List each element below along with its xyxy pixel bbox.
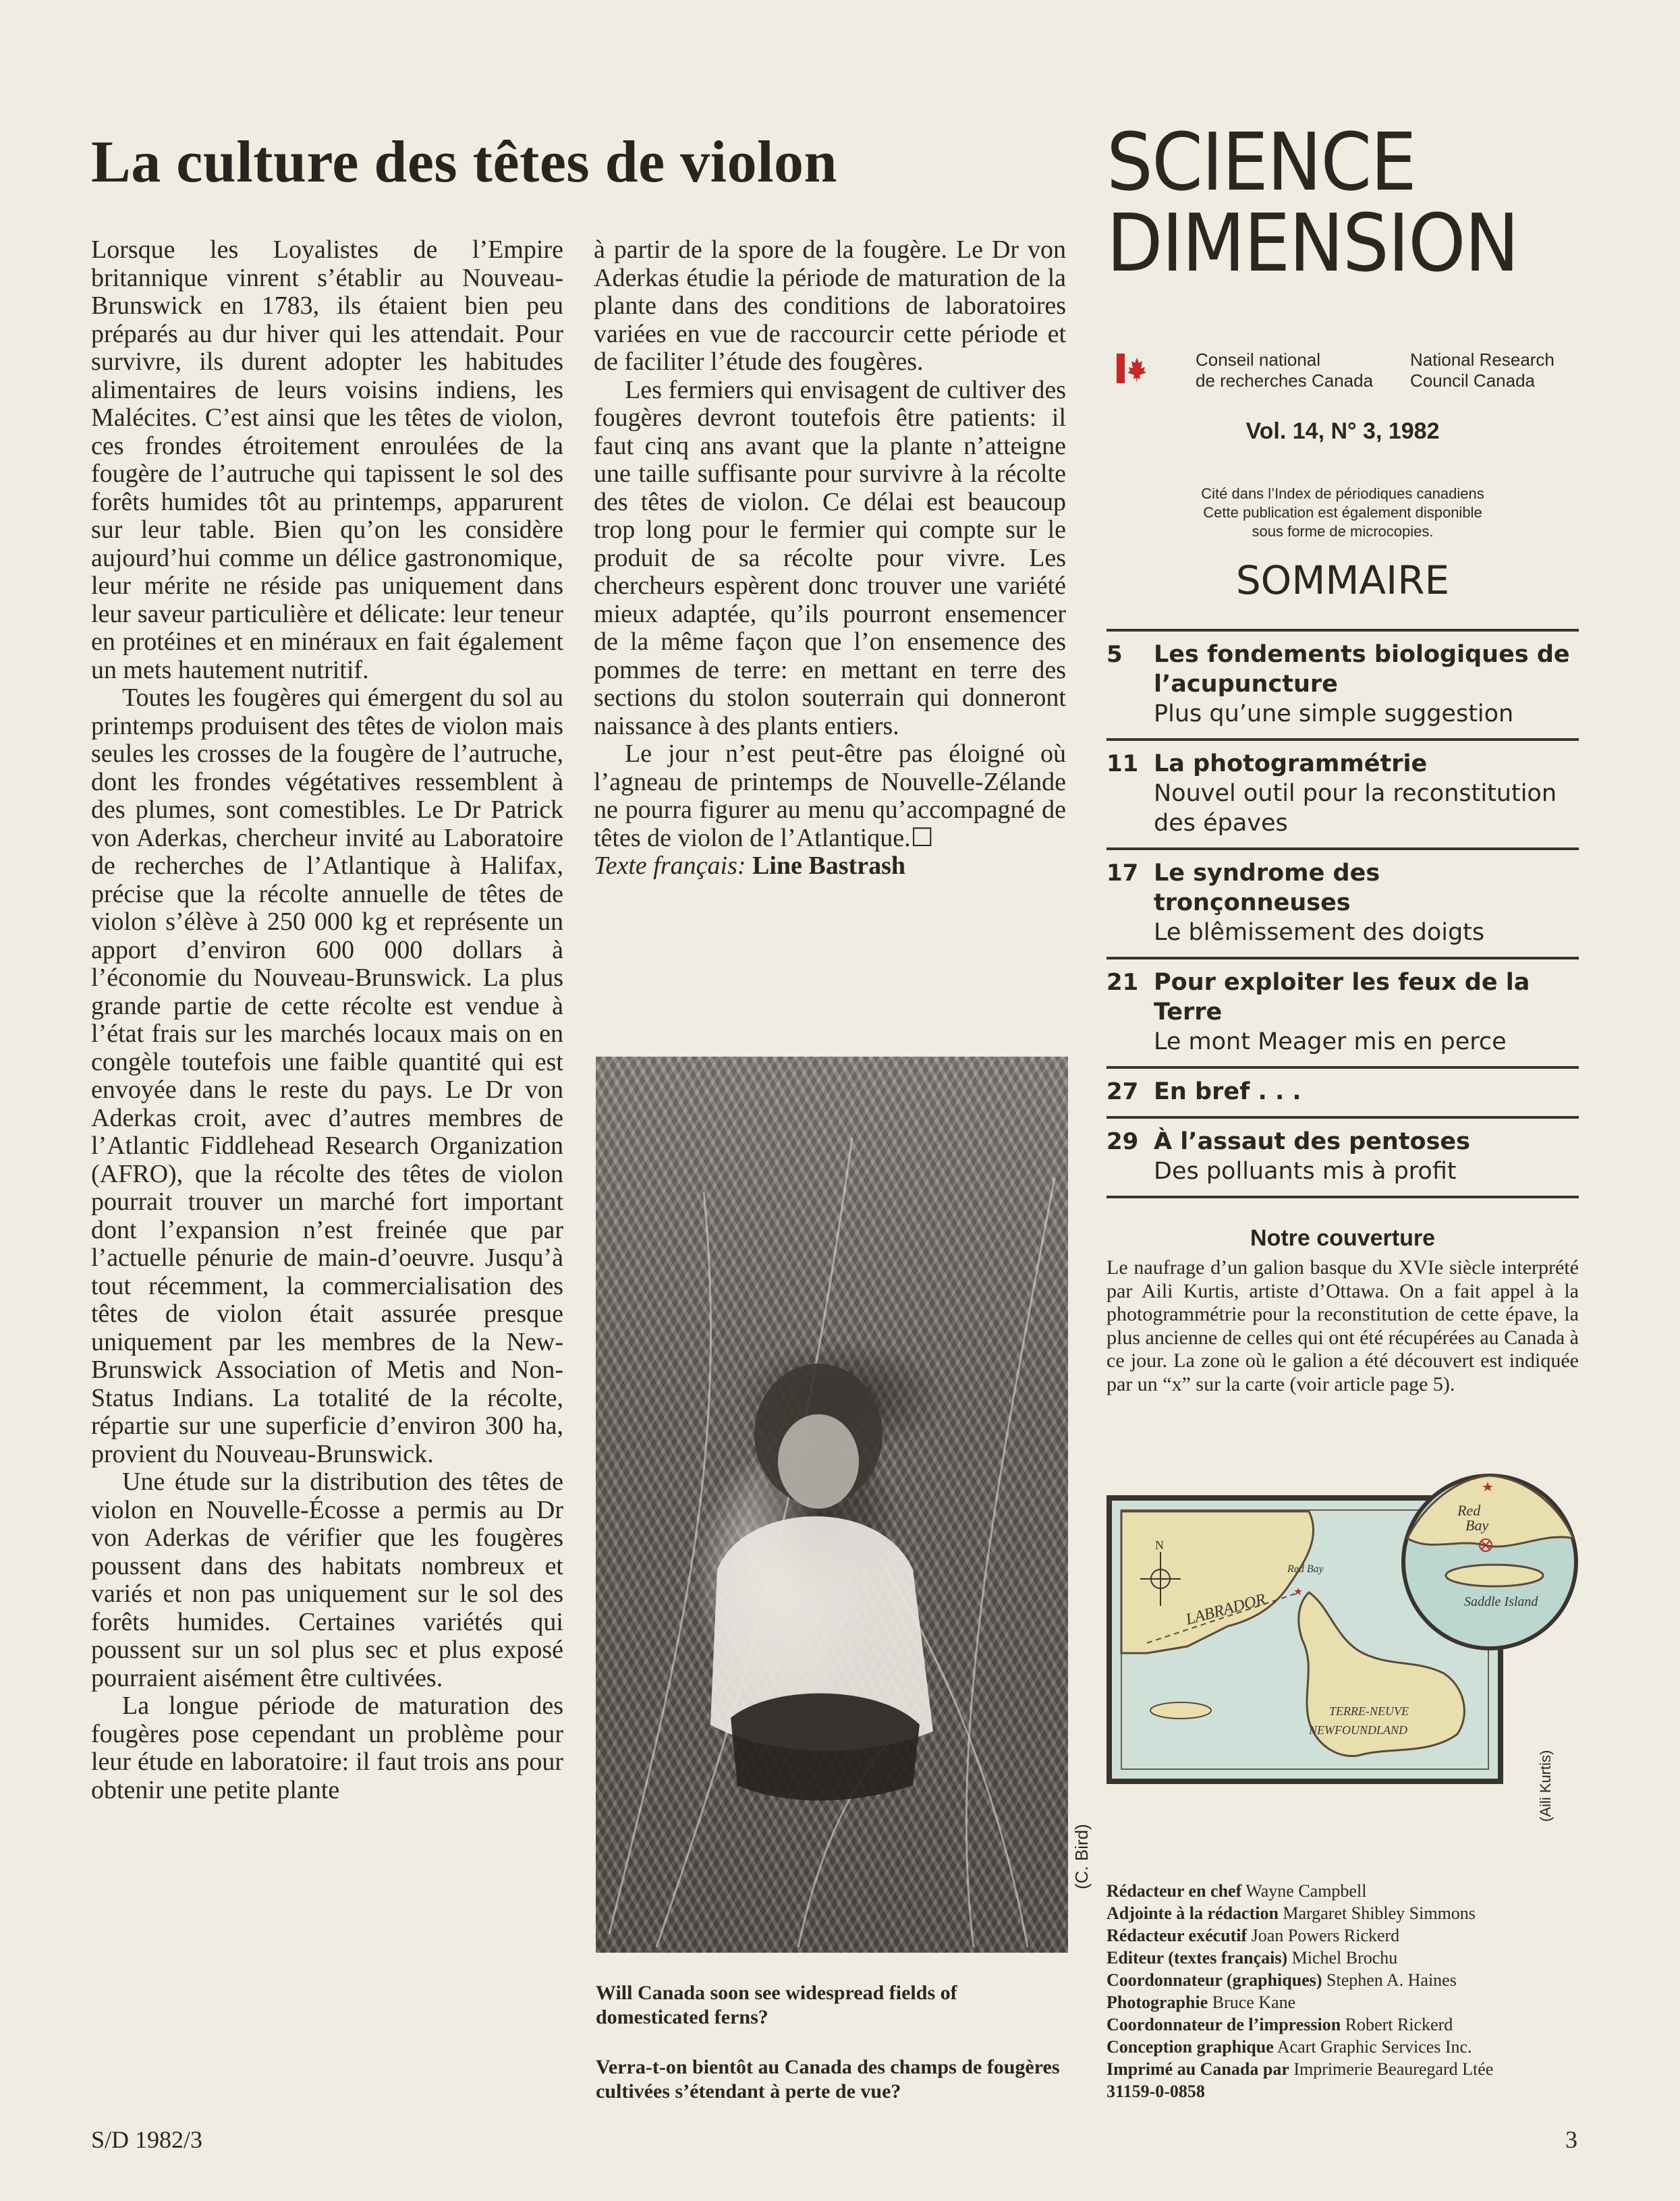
map-label-saddle-island: Saddle Island [1464, 1594, 1538, 1609]
citation-line-3: sous forme de microcopies. [1252, 523, 1434, 540]
council-name-english [1410, 350, 1555, 391]
toc-entry[interactable] [1107, 957, 1579, 1066]
translator-name: Line Bastrash [752, 852, 905, 880]
toc-page-number: 21 [1107, 969, 1139, 996]
toc-page-number: 17 [1107, 860, 1139, 887]
fern-photo [596, 1057, 1068, 1953]
cover-heading: Notre couverture [1250, 1225, 1435, 1251]
issue-footer: S/D 1982/3 [91, 2126, 203, 2153]
staff-line: Coordonnateur de l’impression Robert Rickerd [1107, 2015, 1453, 2034]
toc-subtitle: Le mont Meager mis en perce [1154, 1028, 1507, 1055]
staff-line: Photographie Bruce Kane [1107, 1993, 1296, 2012]
logo-line-1: SCIENCE [1107, 115, 1416, 208]
toc-subtitle: Des polluants mis à profit [1154, 1158, 1457, 1185]
staff-line: Conception graphique Acart Graphic Services Inc. [1107, 2037, 1472, 2057]
toc-page-number: 5 [1107, 641, 1123, 668]
map-label-labrador: LABRADOR [1183, 1590, 1268, 1629]
map-label-bay: Bay [1465, 1517, 1489, 1534]
toc-title: La photogrammétrie [1154, 750, 1428, 777]
toc-entry[interactable] [1107, 1066, 1579, 1116]
fern-photo-illustration [596, 1057, 1068, 1953]
sommaire-heading: SOMMAIRE [1235, 557, 1450, 603]
article-column-1 [91, 236, 563, 2092]
staff-line: Imprimé au Canada par Imprimerie Beauregard Ltée [1107, 2059, 1494, 2079]
staff-line: Rédacteur exécutif Joan Powers Rickerd [1107, 1926, 1400, 1945]
toc-entry[interactable] [1107, 738, 1579, 847]
map-label-terre-neuve: TERRE-NEUVE [1329, 1704, 1409, 1718]
map-illustration [1107, 1451, 1579, 1808]
map-label-red: Red [1457, 1502, 1481, 1519]
article-column-2 [594, 236, 1066, 1039]
toc-title: Pour exploiter les feux de la Terre [1154, 969, 1530, 1026]
toc-title: En bref . . . [1154, 1078, 1301, 1105]
article-paragraph: Une étude sur la distribution des têtes de violon en Nouvelle-Écosse a permis au Dr von Aderkas de vérifier que les fougères poussent dans des habitats nombreux et variés et non pas uniquement sur le sol des forêts humides. Certaines variétés qui poussent sur un sol plus sec et plus exposé pourraient aisément être cultivées. [91, 1468, 563, 1692]
toc-subtitle: Nouvel outil pour la reconstitution des épaves [1154, 780, 1557, 837]
photo-credit: (C. Bird) [1071, 1824, 1092, 1889]
toc-page-number: 27 [1107, 1078, 1139, 1105]
article-title: La culture des têtes de violon [91, 130, 837, 195]
photo-caption-english: Will Canada soon see widespread fields of domesticated ferns? [596, 1982, 957, 2028]
toc-title: Les fondements biologiques de l’acupuncture [1154, 641, 1570, 698]
staff-line: Adjointe à la rédaction Margaret Shibley Simmons [1107, 1903, 1476, 1923]
toc-page-number: 29 [1107, 1128, 1139, 1155]
toc-title: Le syndrome des tronçonneuses [1154, 860, 1380, 916]
photo-caption-french: Verra-t-on bientôt au Canada des champs de fougères cultivées s’étendant à perte de vue? [596, 2056, 1060, 2102]
canada-flag-icon [1117, 354, 1149, 383]
table-of-contents [1107, 629, 1579, 1198]
cover-description: Le naufrage d’un galion basque du XVIe siècle interprété par Aili Kurtis, artiste d’Ottawa. On a fait appel à la photogrammétrie pour la reconstitution de cette épave, la plus ancienne de celles qui ont été récupérées au Canada à ce jour. La zone où le galion a été découvert est indiquée par un “x” sur la carte (voir article page 5). [1107, 1256, 1579, 1395]
staff-line: Editeur (textes français) Michel Brochu [1107, 1948, 1398, 1968]
staff-line: Rédacteur en chef Wayne Campbell [1107, 1881, 1367, 1901]
map-label-newfoundland: NEWFOUNDLAND [1309, 1723, 1408, 1737]
citation-line-2: Cette publication est également disponible [1203, 504, 1482, 521]
article-paragraph: Lorsque les Loyalistes de l’Empire britannique vinrent s’établir au Nouveau-Brunswick en 1783, ils étaient bien peu préparés au dur hiver qui les attendait. Pour survivre, ils durent adopter les habitudes alimentaires de leurs voisins indiens, les Malécites. C’est ainsi que les têtes de violon, ces frondes étroitement enroulées de la fougère de l’autruche qui tapissent le sol des forêts humides tôt au printemps, apparurent sur leur table. Bien qu’on les considère aujourd’hui comme un délice gastronomique, leur mérite ne réside pas uniquement dans leur saveur particulière et délicate: leur teneur en protéines et en minéraux en fait également un mets hautement nutritif. [91, 236, 563, 684]
citation-line-1: Cité dans l’Index de périodiques canadiens [1201, 485, 1484, 502]
volume-info: Vol. 14, N° 3, 1982 [1245, 418, 1440, 444]
map-credit: (Aili Kurtis) [1537, 1750, 1554, 1822]
article-paragraph: à partir de la spore de la fougère. Le Dr von Aderkas étudie la période de maturation de la plante dans des conditions de laboratoires variées en vue de raccourcir cette période et de faciliter l’étude des fougères. [594, 236, 1066, 376]
staff-line: Coordonnateur (graphiques) Stephen A. Haines [1107, 1970, 1457, 1990]
toc-subtitle: Plus qu’une simple suggestion [1154, 700, 1514, 727]
science-dimension-logo [1107, 115, 1541, 289]
toc-entry[interactable] [1107, 629, 1579, 738]
council-fr-line-2: de recherches Canada [1196, 370, 1374, 391]
toc-subtitle: Le blêmissement des doigts [1154, 919, 1485, 946]
article-paragraph: La longue période de maturation des fougères pose cependant un problème pour leur étude en laboratoire: il faut trois ans pour obtenir une petite plante [91, 1692, 563, 1804]
translation-label: Texte français: [594, 852, 746, 880]
staff-line: 31159-0-0858 [1107, 2082, 1205, 2101]
article-paragraph: Toutes les fougères qui émergent du sol au printemps produisent des têtes de violon mais seules les crosses de la fougère de l’autruche, dont les frondes végétatives ressemblent à des plumes, sont comestibles. Le Dr Patrick von Aderkas, chercheur invité au Laboratoire de recherches de l’Atlantique à Halifax, précise que la récolte annuelle de têtes de violon s’élève à 250 000 kg et représente un apport d’environ 600 000 dollars à l’économie du Nouveau-Brunswick. La plus grande partie de cette récolte est vendue à l’état frais sur les marchés locaux mais on en congèle toutefois une faible quantité qui est envoyée dans le reste du pays. Le Dr von Aderkas croit, avec d’autres membres de l’Atlantic Fiddlehead Research Organization (AFRO), que la récolte des têtes de violon pourrait trouver un marché fort important dont l’expansion n’est freinée que par l’actuelle pénurie de main-d’oeuvre. Jusqu’à tout récemment, la commercialisation des têtes de violon était assurée presque uniquement par les membres de la New-Brunswick Association of Metis and Non-Status Indians. La totalité de la récolte, répartie sur une superficie d’environ 300 ha, provient du Nouveau-Brunswick. [91, 684, 563, 1468]
staff-credits [1107, 1880, 1592, 2102]
council-en-line-1: National Research [1410, 350, 1555, 370]
council-name-french [1196, 350, 1373, 391]
toc-title: À l’assaut des pentoses [1154, 1128, 1470, 1155]
council-en-line-2: Council Canada [1410, 370, 1536, 391]
article-paragraph: Les fermiers qui envisagent de cultiver des fougères devront toutefois être patients: il faut cinq ans avant que la plante n’atteigne une taille suffisante pour survivre à la récolte des têtes de violon. Ce délai est beaucoup trop long pour le fermier qui compte sur le produit de sa récolte pour vivre. Les chercheurs espèrent donc trouver une variété mieux adaptée, qu’ils pourront ensemencer de la même façon que l’on ensemence des pommes de terre: en mettant en terre des sections du stolon souterrain qui donneront naissance à des plants entiers. [594, 375, 1066, 740]
logo-line-2: DIMENSION [1107, 196, 1519, 289]
translation-credit [594, 852, 1066, 881]
map-label-red-bay-small: Red Bay [1287, 1563, 1324, 1575]
page-number: 3 [1565, 2126, 1577, 2153]
toc-entry[interactable] [1107, 1116, 1579, 1198]
council-fr-line-1: Conseil national [1196, 350, 1321, 370]
article-paragraph: Le jour n’est peut-être pas éloigné où l’agneau de printemps de Nouvelle-Zélande ne pourra figurer au menu qu’accompagné de têtes de violon de l’Atlantique.☐ [594, 740, 1066, 852]
toc-page-number: 11 [1107, 750, 1139, 777]
index-citation [1107, 484, 1579, 541]
compass-north-label: N [1155, 1538, 1164, 1552]
toc-entry[interactable] [1107, 847, 1579, 957]
